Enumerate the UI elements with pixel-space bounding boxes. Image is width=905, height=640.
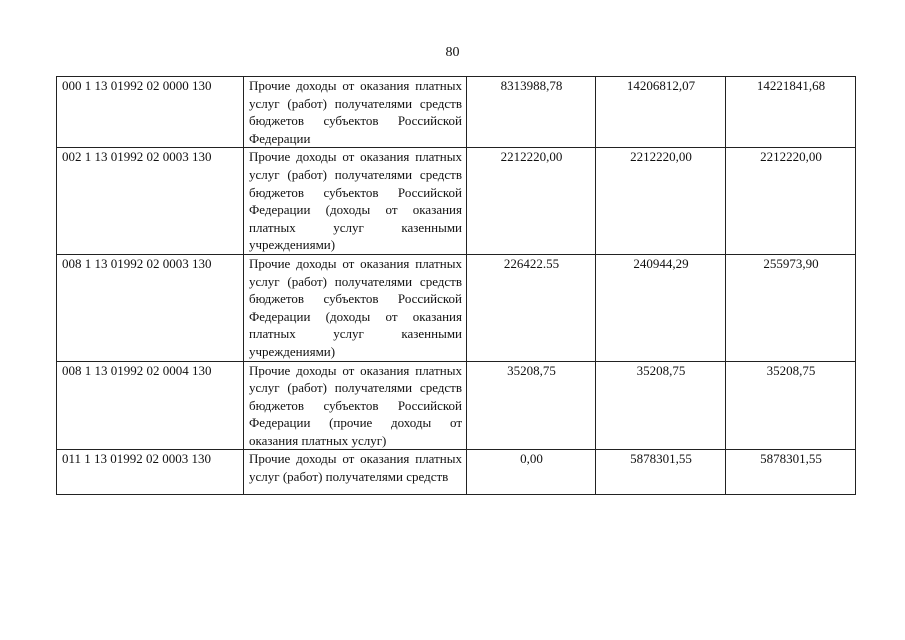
amount-cell-year-1: 2212220,00 [467,148,596,255]
description-cell: Прочие доходы от оказания платных услуг (работ) получателями средств бюджетов субъектов Российской Федерации [244,77,467,148]
amount-cell-year-3: 255973,90 [726,254,856,361]
amount-cell-year-1: 35208,75 [467,361,596,450]
amount-cell-year-2: 35208,75 [596,361,726,450]
amount-cell-year-2: 2212220,00 [596,148,726,255]
budget-code-cell: 011 1 13 01992 02 0003 130 [57,450,244,495]
amount-cell-year-3: 2212220,00 [726,148,856,255]
amount-cell-year-3: 14221841,68 [726,77,856,148]
table-row [57,450,856,495]
page-number: 80 [445,45,460,60]
budget-code-cell: 008 1 13 01992 02 0004 130 [57,361,244,450]
budget-code-cell: 000 1 13 01992 02 0000 130 [57,77,244,148]
table-row [57,254,856,361]
amount-cell-year-2: 240944,29 [596,254,726,361]
revenue-table [56,76,856,495]
table-row [57,148,856,255]
amount-cell-year-2: 5878301,55 [596,450,726,495]
amount-cell-year-3: 5878301,55 [726,450,856,495]
amount-cell-year-1: 8313988,78 [467,77,596,148]
description-cell: Прочие доходы от оказания платных услуг (работ) получателями средств [244,450,467,495]
description-cell: Прочие доходы от оказания платных услуг (работ) получателями средств бюджетов субъектов Российской Федерации (доходы от оказания платных услуг казенными учреждениями) [244,254,467,361]
table-row [57,361,856,450]
table-row [57,77,856,148]
amount-cell-year-3: 35208,75 [726,361,856,450]
amount-cell-year-1: 226422.55 [467,254,596,361]
amount-cell-year-2: 14206812,07 [596,77,726,148]
description-cell: Прочие доходы от оказания платных услуг (работ) получателями средств бюджетов субъектов Российской Федерации (доходы от оказания платных услуг казенными учреждениями) [244,148,467,255]
description-cell: Прочие доходы от оказания платных услуг (работ) получателями средств бюджетов субъектов Российской Федерации (прочие доходы от оказания платных услуг) [244,361,467,450]
budget-code-cell: 008 1 13 01992 02 0003 130 [57,254,244,361]
budget-code-cell: 002 1 13 01992 02 0003 130 [57,148,244,255]
amount-cell-year-1: 0,00 [467,450,596,495]
